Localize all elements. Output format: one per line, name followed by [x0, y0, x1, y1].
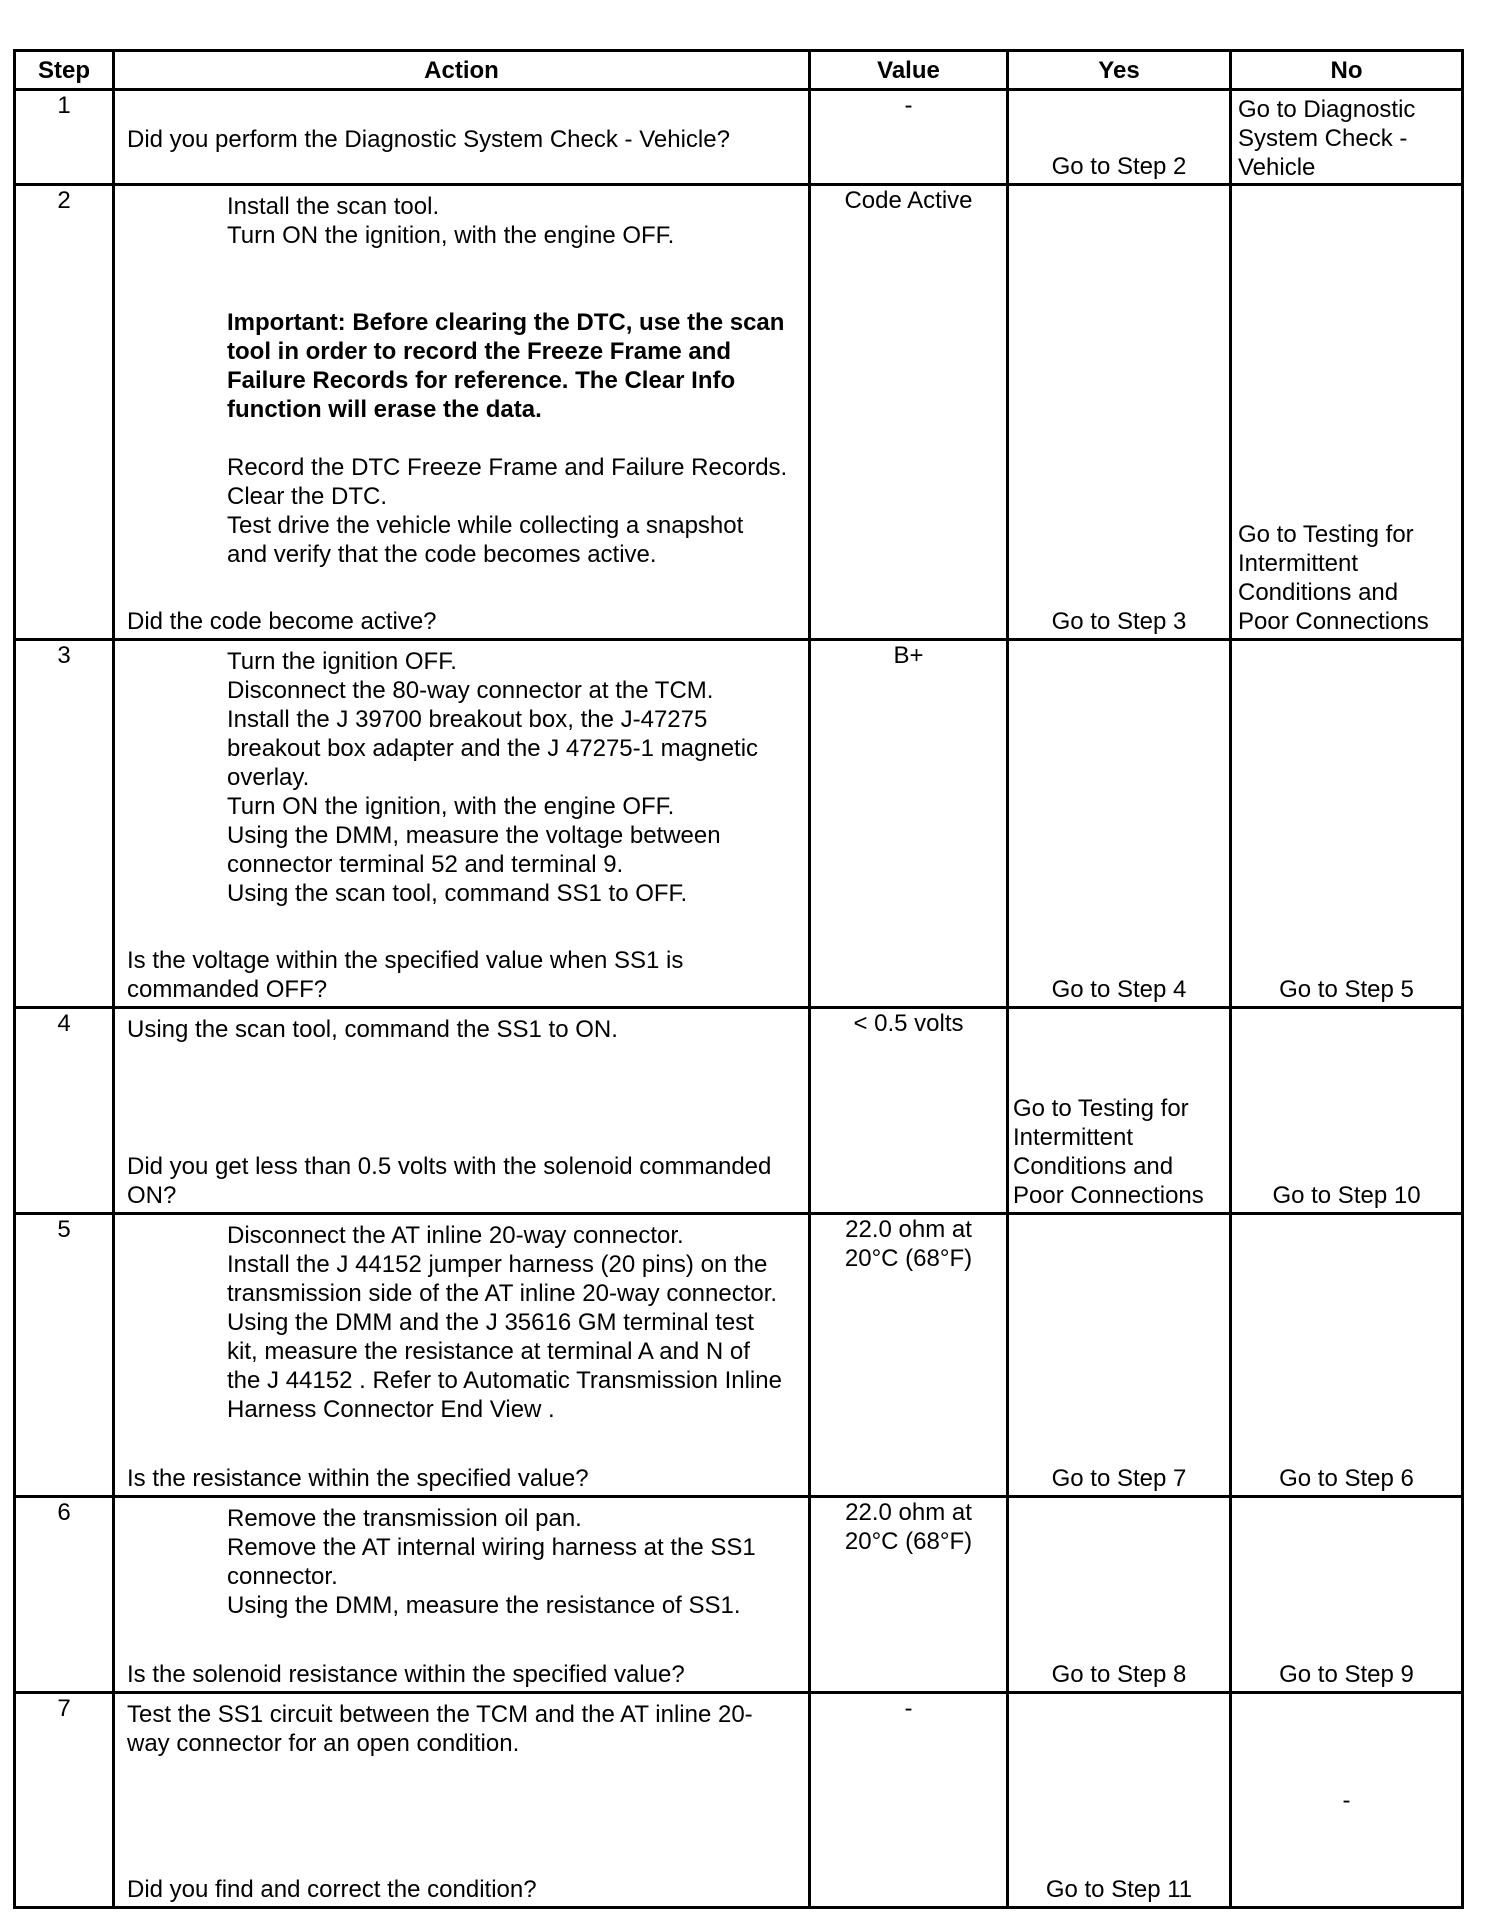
yes-link[interactable]: Go to Step 4: [1051, 976, 1187, 1004]
diagnostic-table: [13, 49, 1464, 1909]
action-question: Is the resistance within the specified value?: [127, 1465, 589, 1493]
table-row: [15, 640, 1463, 1008]
action-line: Clear the DTC.: [227, 483, 388, 511]
action-line: Install the J 44152 jumper harness (20 pins) on the: [227, 1250, 768, 1278]
yes-cell: [1008, 1008, 1231, 1214]
step-number: 3: [15, 640, 114, 1008]
question-line: Is the voltage within the specified value when SS1 is: [127, 947, 684, 975]
value-line: 22.0 ohm at: [845, 1215, 972, 1243]
action-line: way connector for an open condition.: [127, 1730, 520, 1757]
value-cell: Code Active: [810, 185, 1008, 640]
table-row: [15, 1497, 1463, 1693]
no-line: Poor Connections: [1238, 608, 1429, 636]
value-line: 20°C (68°F): [844, 1244, 973, 1272]
action-line: and verify that the code becomes active.: [227, 541, 657, 569]
action-question: Did the code become active?: [127, 608, 437, 636]
value-cell: [810, 1213, 1008, 1496]
step-number: 7: [15, 1693, 114, 1908]
yes-cell: [1008, 1497, 1231, 1693]
action-line: Install the scan tool.: [227, 193, 440, 221]
action-line: Record the DTC Freeze Frame and Failure Records.: [227, 454, 788, 482]
action-line: overlay.: [227, 764, 310, 792]
no-line: Go to Diagnostic: [1238, 96, 1416, 123]
important-line: Important: Before clearing the DTC, use the scan: [227, 309, 785, 337]
action-line: breakout box adapter and the J 47275-1 magnetic: [227, 735, 759, 763]
yes-link[interactable]: Go to Step 3: [1051, 608, 1187, 636]
step-number: 6: [15, 1497, 114, 1693]
header-value: Value: [810, 51, 1008, 90]
action-question: [127, 946, 796, 1004]
yes-cell: [1008, 185, 1231, 640]
no-cell: [1231, 640, 1463, 1008]
action-line: Disconnect the AT inline 20-way connector.: [227, 1221, 684, 1249]
no-line: Vehicle: [1238, 154, 1316, 181]
yes-line: Go to Testing for: [1013, 1094, 1189, 1122]
header-action: Action: [114, 51, 810, 90]
action-cell: [114, 185, 810, 640]
no-cell: [1231, 90, 1463, 185]
table-row: [15, 1213, 1463, 1496]
no-link[interactable]: Go to Step 9: [1279, 1661, 1414, 1688]
action-line: transmission side of the AT inline 20-way connector.: [227, 1279, 778, 1307]
yes-line: Poor Connections: [1013, 1181, 1204, 1209]
action-line: Using the scan tool, command the SS1 to ON.: [127, 1016, 618, 1044]
action-question: Did you find and correct the condition?: [127, 1876, 537, 1903]
yes-cell: [1008, 640, 1231, 1008]
action-line: Install the J 39700 breakout box, the J-47275: [227, 706, 708, 734]
no-line: Go to Testing for: [1238, 521, 1414, 549]
action-line: Turn ON the ignition, with the engine OFF.: [227, 793, 675, 821]
no-cell: -: [1231, 1693, 1463, 1908]
action-line: Using the DMM and the J 35616 GM terminal test: [227, 1308, 754, 1336]
yes-link[interactable]: Go to Step 2: [1051, 153, 1187, 181]
question-line: Did you get less than 0.5 volts with the solenoid commanded: [127, 1152, 772, 1180]
no-cell: [1231, 185, 1463, 640]
action-line: Remove the AT internal wiring harness at the SS1: [227, 1534, 756, 1562]
table-row: [15, 90, 1463, 185]
action-question: Did you perform the Diagnostic System Check - Vehicle?: [127, 125, 730, 153]
header-yes: Yes: [1008, 51, 1231, 90]
action-line: Using the DMM, measure the voltage between: [227, 822, 721, 850]
yes-link[interactable]: Go to Step 8: [1051, 1661, 1187, 1688]
value-cell: B+: [810, 640, 1008, 1008]
table-row: [15, 185, 1463, 640]
no-line: System Check -: [1238, 125, 1408, 152]
action-cell: [114, 1213, 810, 1496]
action-line: [127, 1700, 796, 1758]
action-line: connector terminal 52 and terminal 9.: [227, 851, 624, 879]
yes-link[interactable]: [1013, 1094, 1223, 1210]
no-cell: [1231, 1213, 1463, 1496]
action-line: the J 44152 . Refer to Automatic Transmission Inline: [227, 1366, 782, 1394]
important-line: Failure Records for reference. The Clear Info: [227, 367, 736, 395]
yes-link[interactable]: Go to Step 7: [1051, 1465, 1187, 1493]
value-cell: < 0.5 volts: [810, 1008, 1008, 1214]
action-question: Is the solenoid resistance within the specified value?: [127, 1661, 685, 1688]
action-line: Using the DMM, measure the resistance of SS1.: [227, 1592, 741, 1620]
step-number: 2: [15, 185, 114, 640]
value-cell: -: [810, 90, 1008, 185]
action-line: Test the SS1 circuit between the TCM and the AT inline 20-: [127, 1701, 753, 1728]
value-cell: -: [810, 1693, 1008, 1908]
action-line: Test drive the vehicle while collecting a snapshot: [227, 512, 744, 540]
no-cell: [1231, 1497, 1463, 1693]
important-note: [127, 308, 796, 424]
action-line: connector.: [227, 1563, 338, 1591]
yes-cell: [1008, 1693, 1231, 1908]
step-number: 4: [15, 1008, 114, 1214]
no-link[interactable]: Go to Step 10: [1272, 1181, 1421, 1209]
no-cell: [1231, 1008, 1463, 1214]
table-row: [15, 1008, 1463, 1214]
action-line: Using the scan tool, command SS1 to OFF.: [227, 880, 688, 908]
action-line: Turn the ignition OFF.: [227, 648, 457, 676]
action-cell: [114, 90, 810, 185]
table-row: [15, 1693, 1463, 1908]
important-line: function will erase the data.: [227, 396, 542, 424]
header-step: Step: [15, 51, 114, 90]
header-no: No: [1231, 51, 1463, 90]
important-line: tool in order to record the Freeze Frame and: [227, 338, 732, 366]
action-cell: [114, 1008, 810, 1214]
no-link[interactable]: Go to Step 6: [1279, 1465, 1414, 1493]
action-line: Remove the transmission oil pan.: [227, 1505, 582, 1533]
yes-cell: [1008, 90, 1231, 185]
question-line: commanded OFF?: [127, 976, 328, 1004]
action-line: Turn ON the ignition, with the engine OFF.: [227, 222, 675, 250]
no-line: Conditions and: [1238, 579, 1399, 607]
value-line: 22.0 ohm at: [845, 1499, 972, 1527]
value-cell: [810, 1497, 1008, 1693]
no-link[interactable]: [1238, 95, 1457, 182]
no-link[interactable]: Go to Step 5: [1279, 976, 1414, 1004]
value-line: 20°C (68°F): [844, 1528, 973, 1556]
step-number: 1: [15, 90, 114, 185]
yes-cell: [1008, 1213, 1231, 1496]
yes-link[interactable]: Go to Step 11: [1045, 1876, 1193, 1903]
action-question: [127, 1152, 796, 1210]
no-line: Intermittent: [1238, 550, 1359, 578]
no-link[interactable]: [1238, 520, 1455, 636]
step-number: 5: [15, 1213, 114, 1496]
header-row: [15, 51, 1463, 90]
action-cell: [114, 1497, 810, 1693]
action-line: Disconnect the 80-way connector at the TCM.: [227, 677, 714, 705]
action-line: Harness Connector End View .: [227, 1395, 555, 1423]
yes-line: Intermittent: [1013, 1123, 1134, 1151]
question-line: ON?: [127, 1181, 177, 1209]
yes-line: Conditions and: [1013, 1152, 1174, 1180]
action-cell: [114, 640, 810, 1008]
action-line: kit, measure the resistance at terminal A and N of: [227, 1337, 750, 1365]
action-cell: [114, 1693, 810, 1908]
